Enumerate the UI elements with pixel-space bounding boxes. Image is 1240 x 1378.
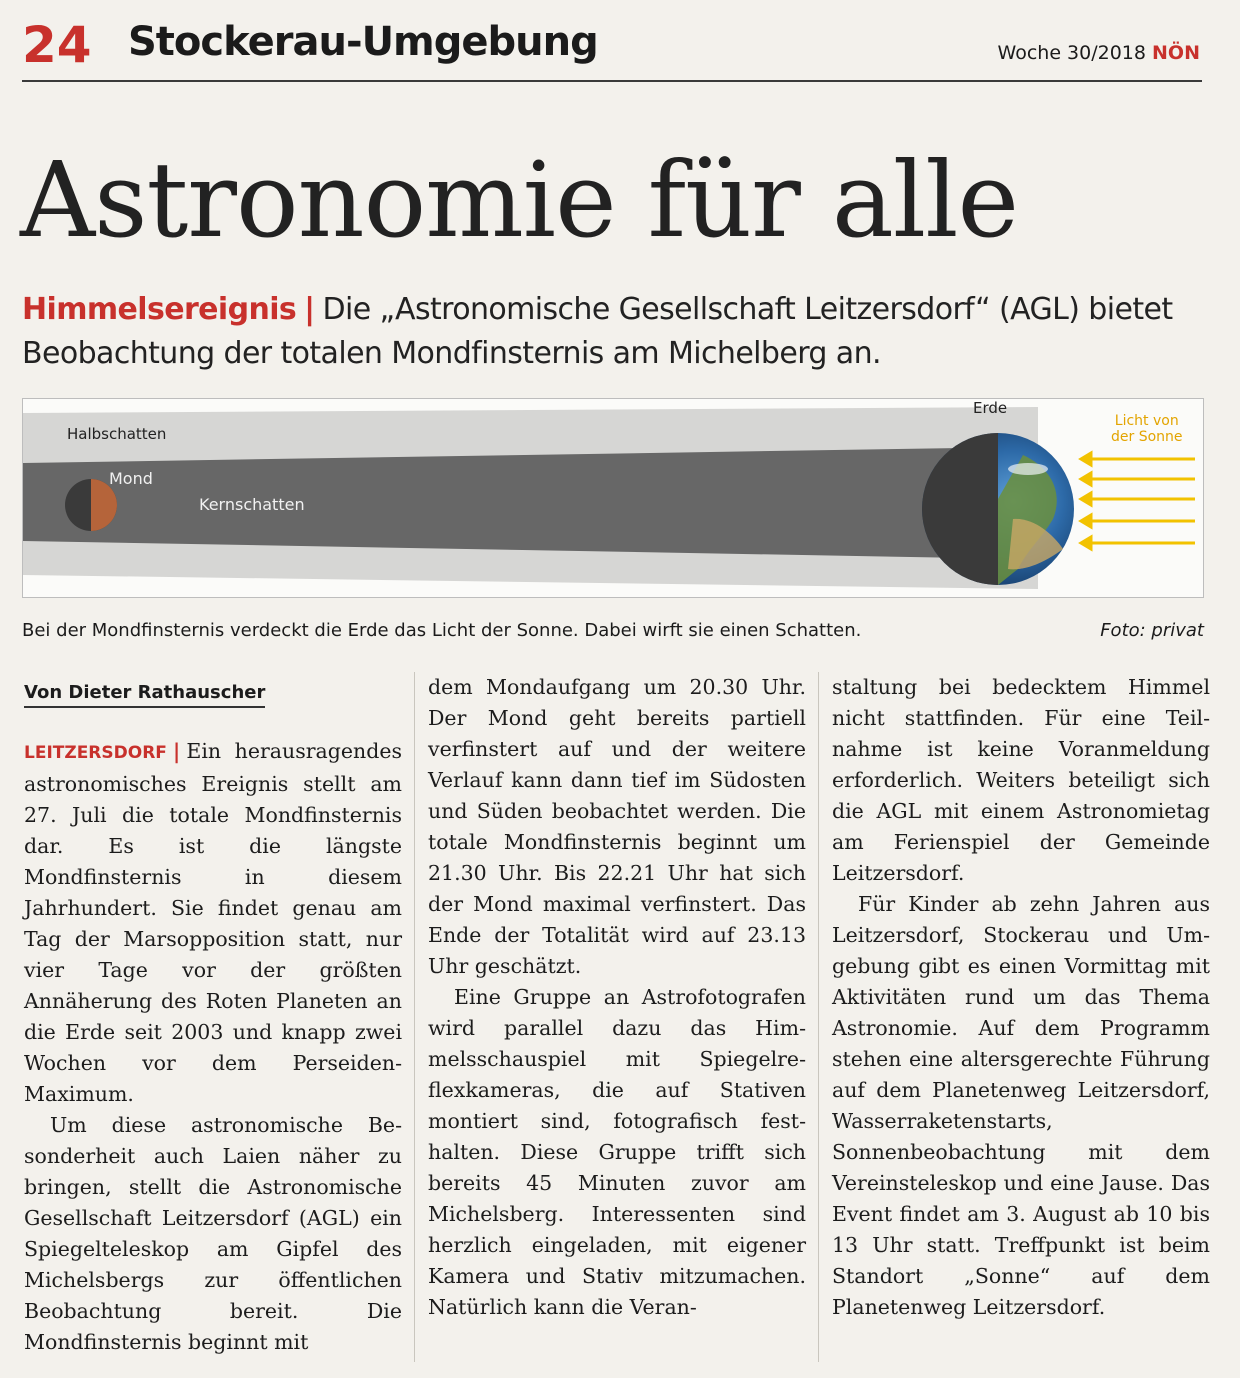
dateline-location: LEITZERSDORF: [24, 743, 167, 763]
kicker: Himmelsereignis: [22, 292, 297, 327]
brand-logo: NÖN: [1152, 42, 1200, 64]
paragraph: staltung bei bedecktem Himmel nicht stattfinden. Für eine Teilnahme ist keine Voranmeldung erforderlich. Weiters beteiligt sich die AGL mit einem Astronomietag am Ferienspiel der Gemeinde Leitzersdorf.: [832, 675, 1210, 885]
section-title: Stockerau-Umgebung: [128, 19, 598, 65]
column-divider: [818, 672, 819, 1362]
paragraph-text: Ein herausragendes astronomisches Ereignis stellt am 27. Juli die totale Mondfinsternis dar. Es ist die längste Mondfinsternis in diesem Jahrhundert. Sie findet genau am Tag der Marsopposition statt, nur vier Tage vor der größten Annäherung des Roten Planeten an die Erde seit 2003 und knapp zwei Wochen vor dem Perseiden-Maximum.: [24, 739, 402, 1106]
issue-week: Woche 30/2018: [997, 42, 1146, 64]
sunlight-arrows: [1081, 453, 1195, 549]
paragraph: [24, 736, 402, 1110]
paragraph: Eine Gruppe an Astrofotografen wird parallel dazu das Himmelsschauspiel mit Spiegelreflexkameras, die auf Stativen montiert sind, fotografisch festhalten. Diese Gruppe trifft sich bereits 45 Minuten zuvor am Michelsberg. Interessenten sind herzlich eingeladen, mit eigener Kamera und Stativ mitzumachen. Natürlich kann die Veran-: [428, 985, 806, 1319]
article-column-1: [24, 672, 402, 1358]
label-kernschatten: Kernschatten: [199, 495, 305, 514]
label-halbschatten: Halbschatten: [67, 425, 167, 443]
caption-text: Bei der Mondfinsternis verdeckt die Erde das Licht der Sonne. Dabei wirft sie einen Schatten.: [22, 620, 862, 641]
label-licht-line2: der Sonne: [1111, 429, 1183, 445]
photo-credit: Foto: privat: [1100, 620, 1204, 641]
label-licht: [1111, 413, 1183, 445]
earth-icon: [922, 433, 1074, 585]
headline: Astronomie für alle: [20, 139, 1018, 261]
paragraph: dem Mondaufgang um 20.30 Uhr. Der Mond geht bereits partiell verfinstert auf und der weitere Verlauf kann dann tief im Südosten und Süden beobachtet werden. Die totale Mondfinsternis beginnt um 21.30 Uhr. Bis 22.21 Uhr hat sich der Mond maximal verfinstert. Das Ende der Totalität wird auf 23.13 Uhr geschätzt.: [428, 675, 806, 978]
page-number: 24: [22, 16, 92, 74]
dateline-separator: |: [172, 739, 181, 763]
subheadline: [22, 288, 1222, 376]
issue-info: [998, 44, 1200, 63]
label-erde: Erde: [973, 399, 1008, 417]
article-column-2: [428, 672, 806, 1323]
eclipse-diagram: [22, 398, 1204, 598]
subheadline-text: Die „Astronomische Gesellschaft Leitzersdorf“ (AGL) bietet Beobachtung der totalen Mondfinsternis am Michelberg an.: [22, 292, 1173, 371]
header-rule: [22, 80, 1202, 82]
paragraph: Für Kinder ab zehn Jahren aus Leitzersdorf, Stockerau und Umgebung gibt es einen Vormittag mit Aktivitäten rund um das Thema Astronomie. Auf dem Programm stehen eine altersgerechte Führung auf dem Planetenweg Leitzersdorf, Wasserraketenstarts, Sonnenbeobachtung mit dem Vereinsteleskop und eine Jause. Das Event findet am 3. August ab 10 bis 13 Uhr statt. Treffpunkt ist beim Standort „Sonne“ auf dem Planetenweg Leitzersdorf.: [832, 892, 1210, 1319]
label-mond: Mond: [109, 469, 153, 488]
paragraph: Um diese astronomische Besonderheit auch Laien näher zu bringen, stellt die Astronomische Gesellschaft Leitzersdorf (AGL) ein Spiegelteleskop am Gipfel des Michelsbergs zur öffentlichen Beobachtung bereit. Die Mondfinsternis beginnt mit: [24, 1113, 402, 1354]
label-licht-line1: Licht von: [1114, 413, 1179, 429]
figure-caption: [22, 620, 1204, 642]
kicker-separator: |: [304, 292, 315, 327]
article-column-3: [832, 672, 1210, 1323]
umbra-shadow: [23, 447, 1023, 559]
byline: Von Dieter Rathauscher: [24, 682, 265, 708]
column-divider: [414, 672, 415, 1362]
